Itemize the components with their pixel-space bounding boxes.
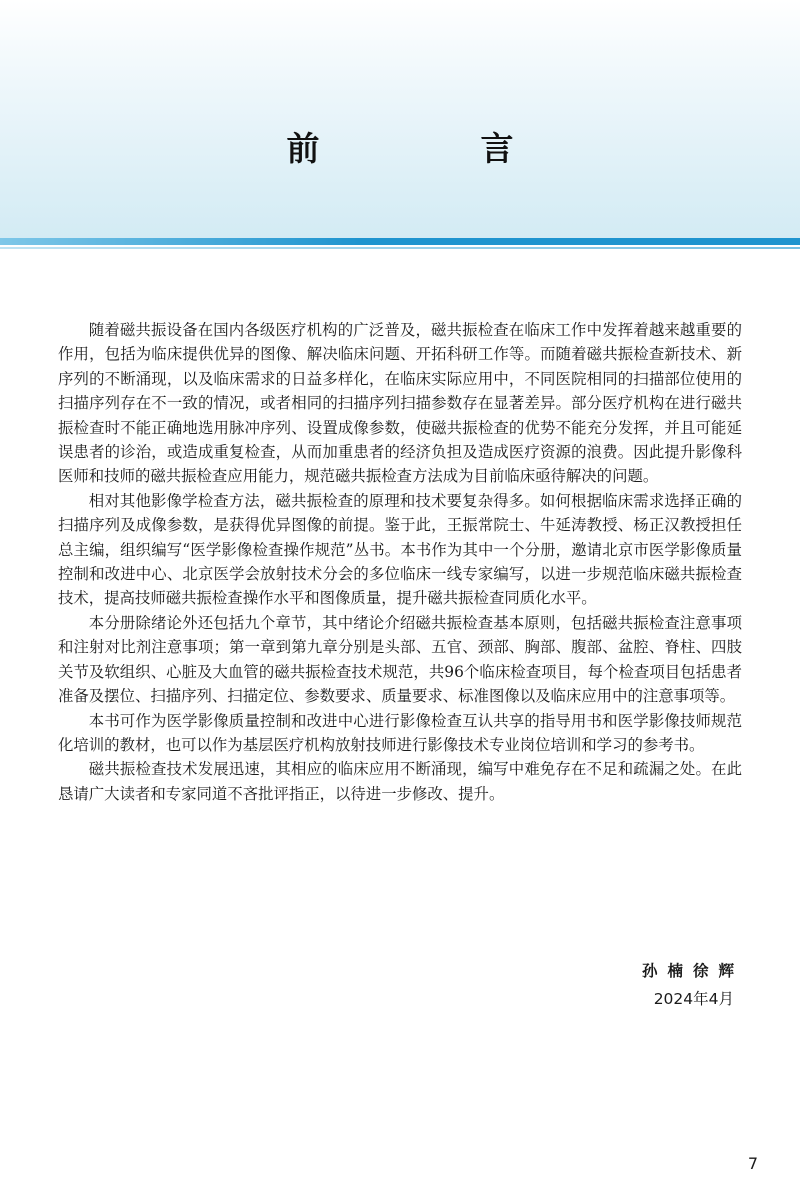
paragraph: 磁共振检查技术发展迅速，其相应的临床应用不断涌现，编写中难免存在不足和疏漏之处。在此恳请广大读者和专家同道不吝批评指正，以待进一步修改、提升。 <box>58 760 742 803</box>
page-title: 前 言 <box>286 129 578 168</box>
signature-date: 2024年4月 <box>653 990 734 1008</box>
page-number: 7 <box>747 1154 758 1173</box>
preface-body <box>58 318 742 806</box>
paragraph: 相对其他影像学检查方法，磁共振检查的原理和技术要复杂得多。如何根据临床需求选择正确的扫描序列及成像参数，是获得优异图像的前提。鉴于此，王振常院士、牛延涛教授、杨正汉教授担任总主编，组织编写“医学影像检查操作规范”丛书。本书作为其中一个分册，邀请北京市医学影像质量控制和改进中心、北京医学会放射技术分会的多位临床一线专家编写，以进一步规范临床磁共振检查技术，提高技师磁共振检查操作水平和图像质量，提升磁共振检查同质化水平。 <box>58 491 742 608</box>
header-band <box>0 0 800 238</box>
paragraph: 随着磁共振设备在国内各级医疗机构的广泛普及，磁共振检查在临床工作中发挥着越来越重要的作用，包括为临床提供优异的图像、解决临床问题、开拓科研工作等。而随着磁共振检查新技术、新序列的不断涌现，以及临床需求的日益多样化，在临床实际应用中，不同医院相同的扫描部位使用的扫描序列存在不一致的情况，或者相同的扫描序列扫描参数存在显著差异。部分医疗机构在进行磁共振检查时不能正确地选用脉冲序列、设置成像参数，使磁共振检查的优势不能充分发挥，并且可能延误患者的诊治，或造成重复检查，从而加重患者的经济负担及造成医疗资源的浪费。因此提升影像科医师和技师的磁共振检查应用能力，规范磁共振检查方法成为目前临床亟待解决的问题。 <box>58 321 742 486</box>
header-rule <box>0 238 800 245</box>
signature-block <box>641 958 744 1012</box>
author-names: 孙楠徐辉 <box>641 962 744 980</box>
paragraph: 本书可作为医学影像质量控制和改进中心进行影像检查互认共享的指导用书和医学影像技师规范化培训的教材，也可以作为基层医疗机构放射技师进行影像技术专业岗位培训和学习的参考书。 <box>58 711 742 754</box>
paragraph: 本分册除绪论外还包括九个章节，其中绪论介绍磁共振检查基本原则，包括磁共振检查注意事项和注射对比剂注意事项；第一章到第九章分别是头部、五官、颈部、胸部、腹部、盆腔、脊柱、四肢关节及软组织、心脏及大血管的磁共振检查技术规范，共96个临床检查项目，每个检查项目包括患者准备及摆位、扫描序列、扫描定位、参数要求、质量要求、标准图像以及临床应用中的注意事项等。 <box>58 613 742 706</box>
header-rule-thin <box>0 247 800 249</box>
